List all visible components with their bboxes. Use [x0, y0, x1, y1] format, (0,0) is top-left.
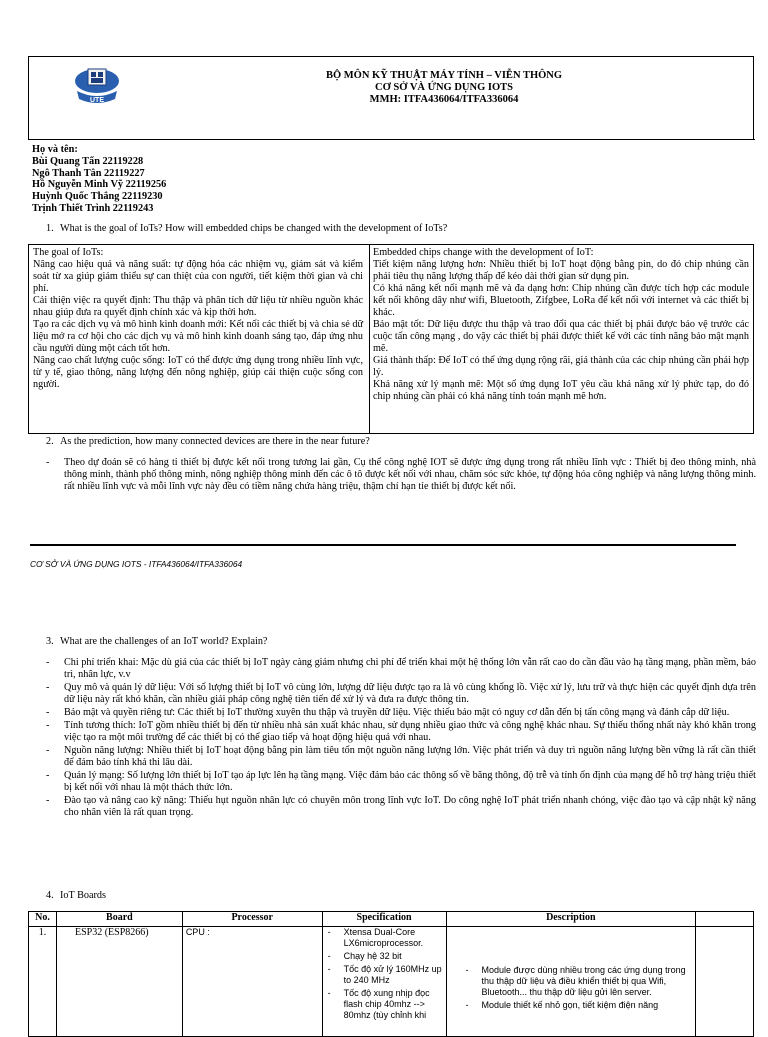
list-item: - Quản lý mạng: Số lượng lớn thiết bị IoT tạo áp lực lên hạ tầng mạng. Việc đảm bảo các thông số về băng thông, độ trễ và tính ổn định của mạng để hỗ trợ hàng triệu thiết bị kết nối với nhau là một thách thức lớn. — [46, 770, 756, 794]
goal-item: Cải thiện việc ra quyết định: Thu thập và phân tích dữ liệu từ nhiều nguồn khác nhau giúp đưa ra quyết định chính xác và kịp thời hơn. — [33, 295, 363, 319]
spec-item: - Tốc độ xung nhịp đọc flash chip 40mhz --> 80mhz (tùy chỉnh khi — [326, 988, 443, 1021]
list-item: - Bảo mật và quyền riêng tư: Các thiết bị IoT thường xuyên thu thập và truyền dữ liệu. Việc thiếu bảo mật có nguy cơ dẫn đến bị tấn công mạng và đánh cắp dữ liệu. — [46, 707, 730, 719]
member-name: Ngô Thanh Tân 22119227 — [32, 167, 145, 179]
row-processor: CPU : — [182, 927, 322, 1037]
question-number: 4. — [46, 890, 54, 901]
chip-change-item: Khả năng xử lý mạnh mẽ: Một số ứng dụng IoT yêu cầu khả năng xử lý phức tạp, do đó chip nhúng cần phải có khả năng tính toán mạnh mẽ hơn. — [373, 379, 749, 403]
spec-item: - Tốc độ xử lý 160MHz up to 240 MHz — [326, 964, 443, 986]
chip-change-item: Giá thành thấp: Để IoT có thể ứng dụng rộng rãi, giá thành của các chip nhúng cần phải hợp lý. — [373, 355, 749, 379]
list-item: - Quy mô và quản lý dữ liệu: Với số lượng thiết bị IoT vô cùng lớn, lượng dữ liệu được tạo ra là vô cùng khổng lồ. Việc xử lý, lưu trữ và thực hiện các quyết định dựa trên dữ liệu này rất khó khăn, cần nhiều giải pháp công nghệ tiên tiến để xử lý và đưa ra được thông tin. — [46, 682, 756, 706]
description-item: - Module được dùng nhiều trong các ứng dụng trong thu thập dữ liệu và điều khiển thiết bị qua Wifi, Bluetooth... thu thập dữ liệu gửi lên server. — [464, 965, 693, 998]
question-1 — [46, 223, 447, 235]
course-code-line: MMH: ITFA436064/ITFA336064 — [369, 93, 519, 105]
question-text: As the prediction, how many connected devices are there in the near future? — [60, 436, 370, 447]
column-header-description: Description — [446, 912, 696, 927]
question-text: IoT Boards — [60, 890, 106, 901]
table-divider — [369, 245, 370, 433]
row-description — [446, 927, 696, 1037]
goal-item: Nâng cao hiệu quả và năng suất: tự động hóa các nhiệm vụ, giám sát và kiểm soát từ xa giúp giảm thiểu sự can thiệt của con người, tiết kiệm thời gian và chi phí. — [33, 259, 363, 295]
table-header-row — [29, 912, 754, 927]
chip-change-item: Có khả năng kết nối mạnh mẽ và đa dạng hơn: Chip nhúng cần được tích hợp các module kết nối không dây như wifi, Bluetooth, Zifgbee, LoRa để kết nối với internet và các thiết bị khác. — [373, 283, 749, 319]
row-board: ESP32 (ESP8266) — [56, 927, 182, 1037]
department-line: BỘ MÔN KỸ THUẬT MÁY TÍNH – VIỄN THÔNG — [325, 70, 563, 81]
column-header-processor: Processor — [182, 912, 322, 927]
question-4 — [46, 890, 106, 902]
challenge-list — [30, 657, 756, 820]
question-3 — [46, 636, 267, 648]
page-rule — [30, 544, 736, 546]
question-number: 2. — [46, 436, 54, 447]
row-extra — [696, 927, 754, 1037]
question-text: What are the challenges of an IoT world? Explain? — [60, 636, 268, 647]
member-name: Hồ Nguyễn Minh Vỹ 22119256 — [32, 179, 167, 191]
member-name: Bùi Quang Tấn 22119228 — [32, 155, 144, 167]
column-header-specification: Specification — [322, 912, 446, 927]
course-line: CƠ SỞ VÀ ỨNG DỤNG IOTS — [375, 81, 513, 93]
member-list — [32, 144, 432, 215]
goal-item: Nâng cao chất lượng cuộc sống: IoT có thể được ứng dụng trong nhiều lĩnh vực, từ y tế, giao thông, năng lượng đến nông nghiệp, giúp cải thiện cuộc sống con người. — [33, 355, 363, 391]
list-item: - Đào tạo và nâng cao kỹ năng: Thiếu hụt nguồn nhân lực có chuyên môn trong lĩnh vực IoT. Do công nghệ IoT phát triển nhanh chóng, việc đào tạo và cập nhật kỹ năng cho nhân viên là rất quan trọng. — [46, 795, 756, 819]
question-number: 1. — [46, 223, 54, 234]
answer-2: - Theo dự đoán sẽ có hàng tỉ thiết bị được kết nối trong tương lai gần, Cụ thể công nghệ IOT sẽ được ứng dụng trong rất nhiều lĩnh vực : Thiết bị đeo thông minh, nhà thông minh, thành phố thông minh, nông nghiệp thông minh đến các ô tô được kết nối với nhau, chăm sóc sức khỏe, tự động hóa công nghiệp và năng lượng thông minh. rất nhiều lĩnh vực và mỗi lĩnh vực này đều có tiềm năng chứa hàng triệu, thậm chí hạn tỉe thiết bị được kết nối. — [46, 457, 756, 493]
goal-column — [33, 247, 363, 391]
column-header-board: Board — [56, 912, 182, 927]
chip-change-column — [373, 247, 749, 403]
running-head: CƠ SỞ VÀ ỨNG DỤNG IOTS - ITFA436064/ITFA336064 — [30, 559, 243, 569]
goal-table — [28, 244, 754, 434]
question-text: What is the goal of IoTs? How will embedded chips be changed with the development of IoTs? — [60, 223, 448, 234]
question-number: 3. — [46, 636, 54, 647]
logo-text: UTE — [90, 97, 104, 104]
members-label: Họ và tên: — [32, 144, 78, 155]
header-title — [159, 70, 729, 105]
list-item: - Chi phí triển khai: Mặc dù giá của các thiết bị IoT ngày càng giảm nhưng chi phí để triển khai một hệ thống lớn vẫn rất cao do cần đầu vào hạ tầng mạng, phần mềm, bảo trì, nhân lực, v.v — [46, 657, 756, 681]
goal-item: Tạo ra các dịch vụ và mô hình kinh doanh mới: Kết nối các thiết bị và chia sẻ dữ liệu mở ra cơ hội cho các dịch vụ và mô hình kinh doanh sáng tạo, đáp ứng nhu cầu người dùng một cách tốt hơn. — [33, 319, 363, 355]
spec-item: - Xtensa Dual-Core LX6microprocessor. — [326, 927, 443, 949]
chip-change-item: Bảo mật tốt: Dữ liệu được thu thập và trao đổi qua các thiết bị phải được bảo vệ trước các cuộc tấn công mạng , do vậy các thiết bị phải được thiết kế với các tính năng bảo mật mạnh mẽ. — [373, 319, 749, 355]
spec-item: - Chạy hệ 32 bit — [326, 951, 443, 962]
chip-change-item: Tiết kiệm năng lượng hơn: Nhiều thiết bị IoT hoạt động bằng pin, do đó chip nhúng cần phải tiêu thụ năng lượng thấp để kéo dài thời gian sử dụng pin. — [373, 259, 749, 283]
column-header-extra — [696, 912, 754, 927]
list-item: - Tính tương thích: IoT gồm nhiều thiết bị đến từ nhiều nhà sản xuất khác nhau, sử dụng nhiều giao thức và công nghệ khác nhau. Sự thiếu thống nhất này khó khăn trong việc tạo ra một môi trường để các thiết bị có thể giao tiếp và hoạt động hiệu quả với nhau. — [46, 720, 756, 744]
chip-change-heading: Embedded chips change with the development of IoT: — [373, 247, 594, 258]
header-box — [28, 56, 754, 140]
answer-text: Theo dự đoán sẽ có hàng tỉ thiết bị được kết nối trong tương lai gần, Cụ thể công nghệ IOT sẽ được ứng dụng trong rất nhiều lĩnh vực : Thiết bị đeo thông minh, nhà thông minh, thành phố thông minh, nông nghiệp thông minh đến các ô tô được kết nối với nhau, chăm sóc sức khỏe, tự động hóa công nghiệp và năng lượng thông minh. rất nhiều lĩnh vực và mỗi lĩnh vực này đều có tiềm năng chứa hàng triệu, thậm chí hạn tỉe thiết bị được kết nối. — [64, 457, 756, 493]
row-specification — [322, 927, 446, 1037]
question-2 — [46, 436, 370, 448]
header-divider — [29, 139, 755, 140]
table-row — [29, 927, 754, 1037]
boards-table — [28, 911, 754, 1037]
column-header-no: No. — [29, 912, 57, 927]
row-no: 1. — [29, 927, 57, 1037]
ute-logo-icon — [69, 65, 125, 109]
member-name: Trịnh Thiết Trình 22119243 — [32, 203, 154, 215]
goal-heading: The goal of IoTs: — [33, 247, 104, 258]
description-item: - Module thiết kế nhỏ gọn, tiết kiệm điện năng — [464, 1000, 693, 1011]
member-name: Huỳnh Quốc Thắng 22119230 — [32, 191, 163, 203]
list-item: - Nguồn năng lượng: Nhiều thiết bị IoT hoạt động bằng pin làm tiêu tốn một nguồn năng lượng lớn. Việc phát triển và duy trì nguồn năng lượng bền vững là rất cần thiết để đảm bảo tính khả thi lâu dài. — [46, 745, 756, 769]
